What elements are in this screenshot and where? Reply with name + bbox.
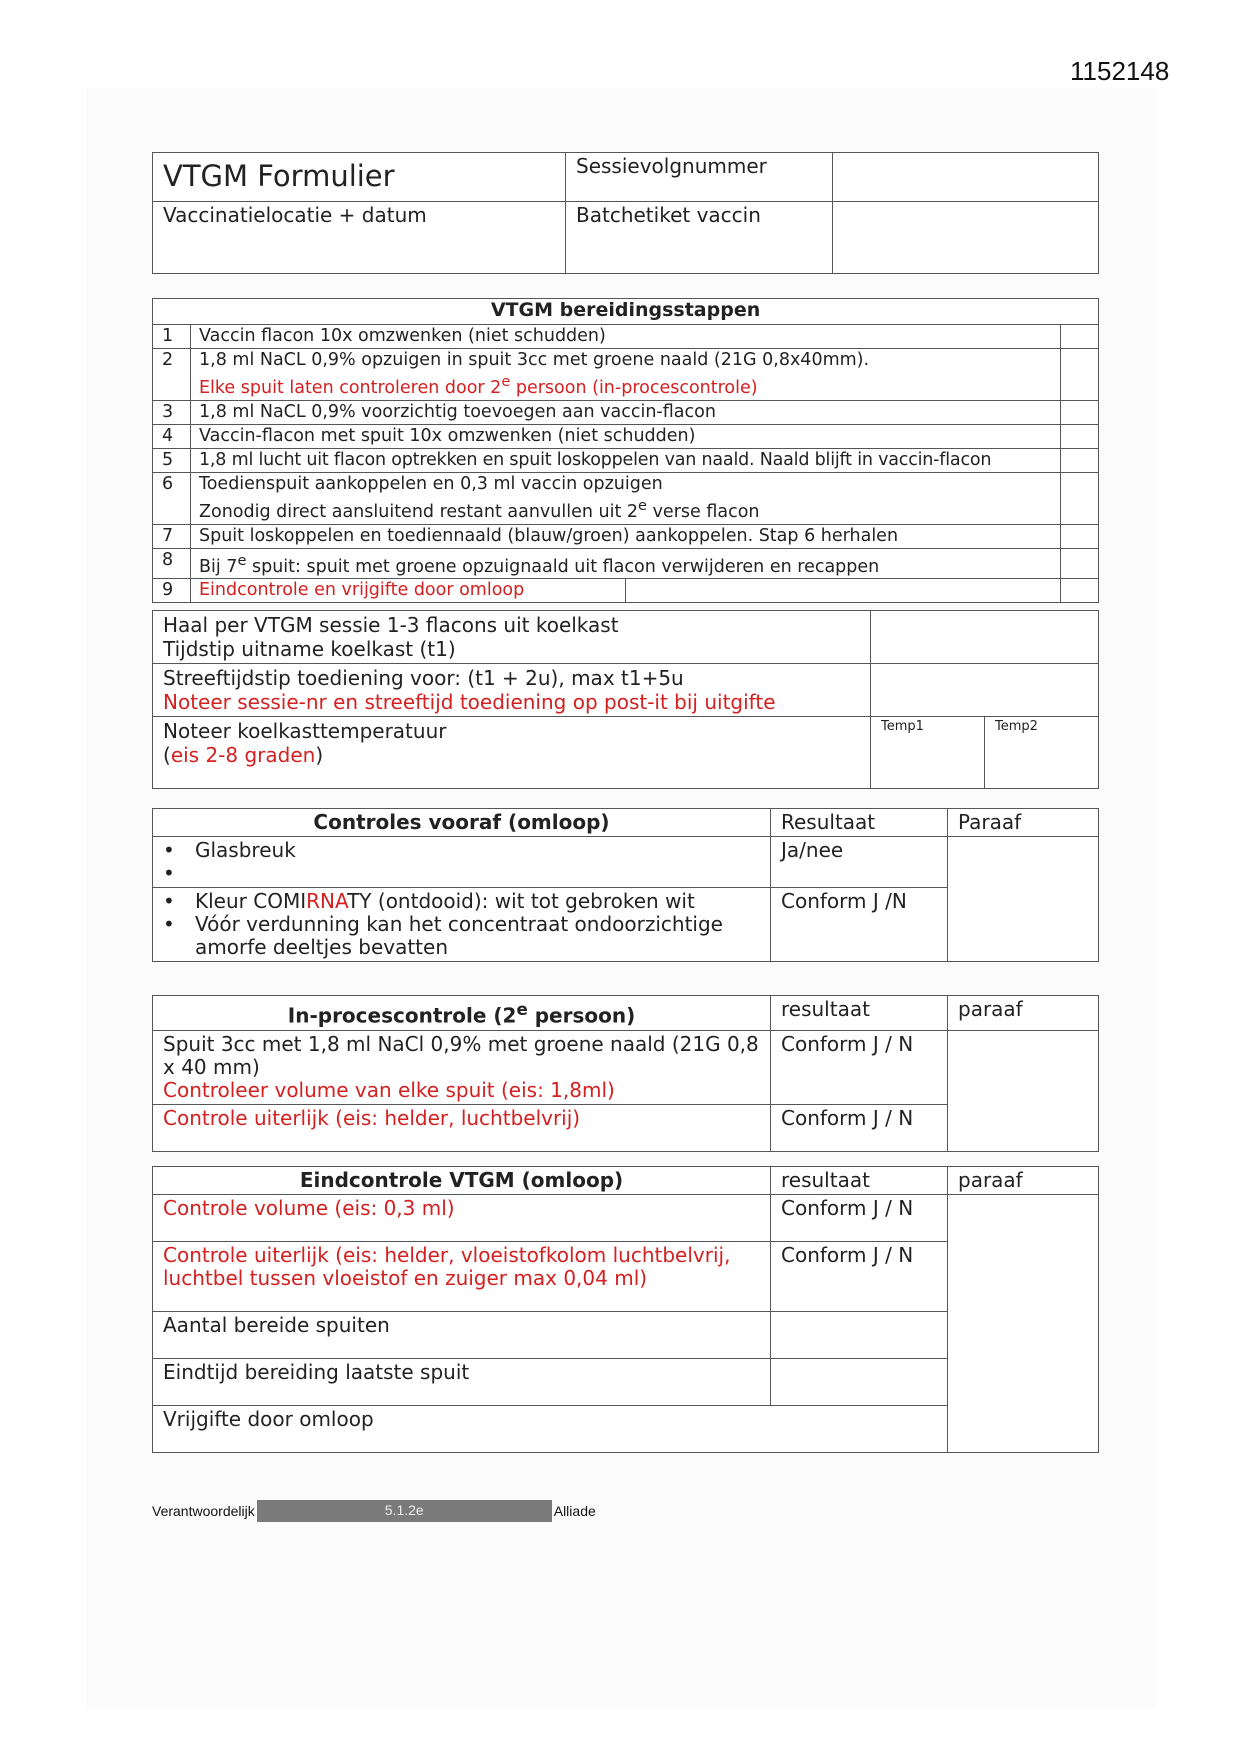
syringe-count-label: Aantal bereide spuiten: [153, 1312, 771, 1359]
result-header: Resultaat: [771, 809, 948, 837]
step-number: 3: [153, 400, 191, 424]
step-text: Bij 7e spuit: spuit met groene opzuignaald uit flacon verwijderen en recappen: [191, 548, 1061, 579]
paraaf-header: Paraaf: [948, 809, 1099, 837]
paraaf-header: paraaf: [948, 1167, 1099, 1195]
in-process-appearance-check: Controle uiterlijk (eis: helder, luchtbelvrij): [153, 1104, 771, 1151]
end-time-field[interactable]: [771, 1359, 948, 1406]
step-number: 2: [153, 349, 191, 401]
in-process-check-table: [152, 995, 1099, 1152]
step-check[interactable]: [1061, 472, 1099, 524]
result-header: resultaat: [771, 996, 948, 1031]
session-number-label: Sessievolgnummer: [566, 153, 833, 202]
final-appearance-check: Controle uiterlijk (eis: helder, vloeistofkolom luchtbelvrij, luchtbel tussen vloeistof en zuiger max 0,04 ml): [153, 1242, 771, 1312]
step-text: 1,8 ml NaCL 0,9% opzuigen in spuit 3cc met groene naald (21G 0,8x40mm). Elke spuit laten controleren door 2e persoon (in-procescontrole): [191, 349, 1061, 401]
step-check[interactable]: [1061, 548, 1099, 579]
step-text: Vaccin flacon 10x omzwenken (niet schudden): [191, 325, 1061, 349]
step-check[interactable]: [1061, 579, 1099, 603]
step-number: 5: [153, 448, 191, 472]
step-check[interactable]: [1061, 400, 1099, 424]
step-number: 4: [153, 424, 191, 448]
fridge-instructions: Haal per VTGM sessie 1-3 flacons uit koelkast Tijdstip uitname koelkast (t1): [153, 611, 871, 664]
step-text: 1,8 ml lucht uit flacon optrekken en spuit loskoppelen van naald. Naald blijft in vaccin-flacon: [191, 448, 1061, 472]
target-time-instructions: Streeftijdstip toediening voor: (t1 + 2u), max t1+5u Noteer sessie-nr en streeftijd toediening op post-it bij uitgifte: [153, 664, 871, 717]
step-extra-field[interactable]: [626, 579, 1061, 603]
step-text: Eindcontrole en vrijgifte door omloop: [191, 579, 626, 603]
result-color[interactable]: Conform J /N: [771, 888, 948, 962]
result-appearance[interactable]: Conform J / N: [771, 1242, 948, 1312]
footer-version-bar: 5.1.2e: [257, 1500, 552, 1522]
batch-label: Batchetiket vaccin: [566, 202, 833, 274]
step-text: Spuit loskoppelen en toediennaald (blauw/groen) aankoppelen. Stap 6 herhalen: [191, 524, 1061, 548]
in-process-volume-check: Spuit 3cc met 1,8 ml NaCl 0,9% met groene naald (21G 0,8 x 40 mm) Controleer volume van elke spuit (eis: 1,8ml): [153, 1030, 771, 1104]
location-date-label: Vaccinatielocatie + datum: [163, 203, 427, 227]
document-number: 1152148: [1070, 56, 1170, 86]
step-check[interactable]: [1061, 424, 1099, 448]
step-number: 7: [153, 524, 191, 548]
temp1-field[interactable]: Temp1: [871, 717, 985, 789]
fridge-table: [152, 610, 1099, 789]
step-text: Vaccin-flacon met spuit 10x omzwenken (niet schudden): [191, 424, 1061, 448]
step-number: 9: [153, 579, 191, 603]
fridge-temp-instructions: Noteer koelkasttemperatuur (eis 2-8 graden): [153, 717, 871, 789]
pre-check-color: • Kleur COMIRNATY (ontdooid): wit tot gebroken wit • Vóór verdunning kan het concentraat ondoorzichtige amorfe deeltjes bevatten: [153, 888, 771, 962]
result-glass[interactable]: Ja/nee: [771, 837, 948, 888]
step-number: 1: [153, 325, 191, 349]
removal-time-field[interactable]: [871, 611, 1099, 664]
steps-title: VTGM bereidingsstappen: [153, 299, 1099, 325]
step-check[interactable]: [1061, 349, 1099, 401]
step-text: 1,8 ml NaCL 0,9% voorzichtig toevoegen aan vaccin-flacon: [191, 400, 1061, 424]
paraaf-field[interactable]: [948, 1195, 1099, 1453]
end-time-label: Eindtijd bereiding laatste spuit: [153, 1359, 771, 1406]
release-label: Vrijgifte door omloop: [153, 1406, 948, 1453]
step-number: 8: [153, 548, 191, 579]
location-date-field[interactable]: [153, 202, 566, 274]
batch-field[interactable]: [833, 202, 1099, 274]
final-check-table: [152, 1166, 1099, 1453]
in-process-title: In-procescontrole (2e persoon): [153, 996, 771, 1031]
step-check[interactable]: [1061, 524, 1099, 548]
target-time-field[interactable]: [871, 664, 1099, 717]
paraaf-field[interactable]: [948, 837, 1099, 962]
pre-check-glass: • Glasbreuk •: [153, 837, 771, 888]
step-number: 6: [153, 472, 191, 524]
temp2-field[interactable]: Temp2: [985, 717, 1099, 789]
footer-organization: Alliade: [553, 1503, 596, 1519]
pre-checks-title: Controles vooraf (omloop): [153, 809, 771, 837]
final-check-title: Eindcontrole VTGM (omloop): [153, 1167, 771, 1195]
header-table: [152, 152, 1099, 274]
result-volume[interactable]: Conform J / N: [771, 1030, 948, 1104]
step-text: Toedienspuit aankoppelen en 0,3 ml vaccin opzuigen Zonodig direct aansluitend restant aanvullen uit 2e verse flacon: [191, 472, 1061, 524]
result-volume[interactable]: Conform J / N: [771, 1195, 948, 1242]
paraaf-header: paraaf: [948, 996, 1099, 1031]
footer: [152, 1500, 596, 1522]
preparation-steps-table: [152, 298, 1099, 603]
pre-checks-table: [152, 808, 1099, 962]
form-title: VTGM Formulier: [153, 153, 566, 202]
step-check[interactable]: [1061, 448, 1099, 472]
result-header: resultaat: [771, 1167, 948, 1195]
result-appearance[interactable]: Conform J / N: [771, 1104, 948, 1151]
final-volume-check: Controle volume (eis: 0,3 ml): [153, 1195, 771, 1242]
step-check[interactable]: [1061, 325, 1099, 349]
paraaf-field[interactable]: [948, 1030, 1099, 1151]
syringe-count-field[interactable]: [771, 1312, 948, 1359]
session-number-field[interactable]: [833, 153, 1099, 202]
footer-responsible: Verantwoordelijk: [152, 1503, 255, 1519]
